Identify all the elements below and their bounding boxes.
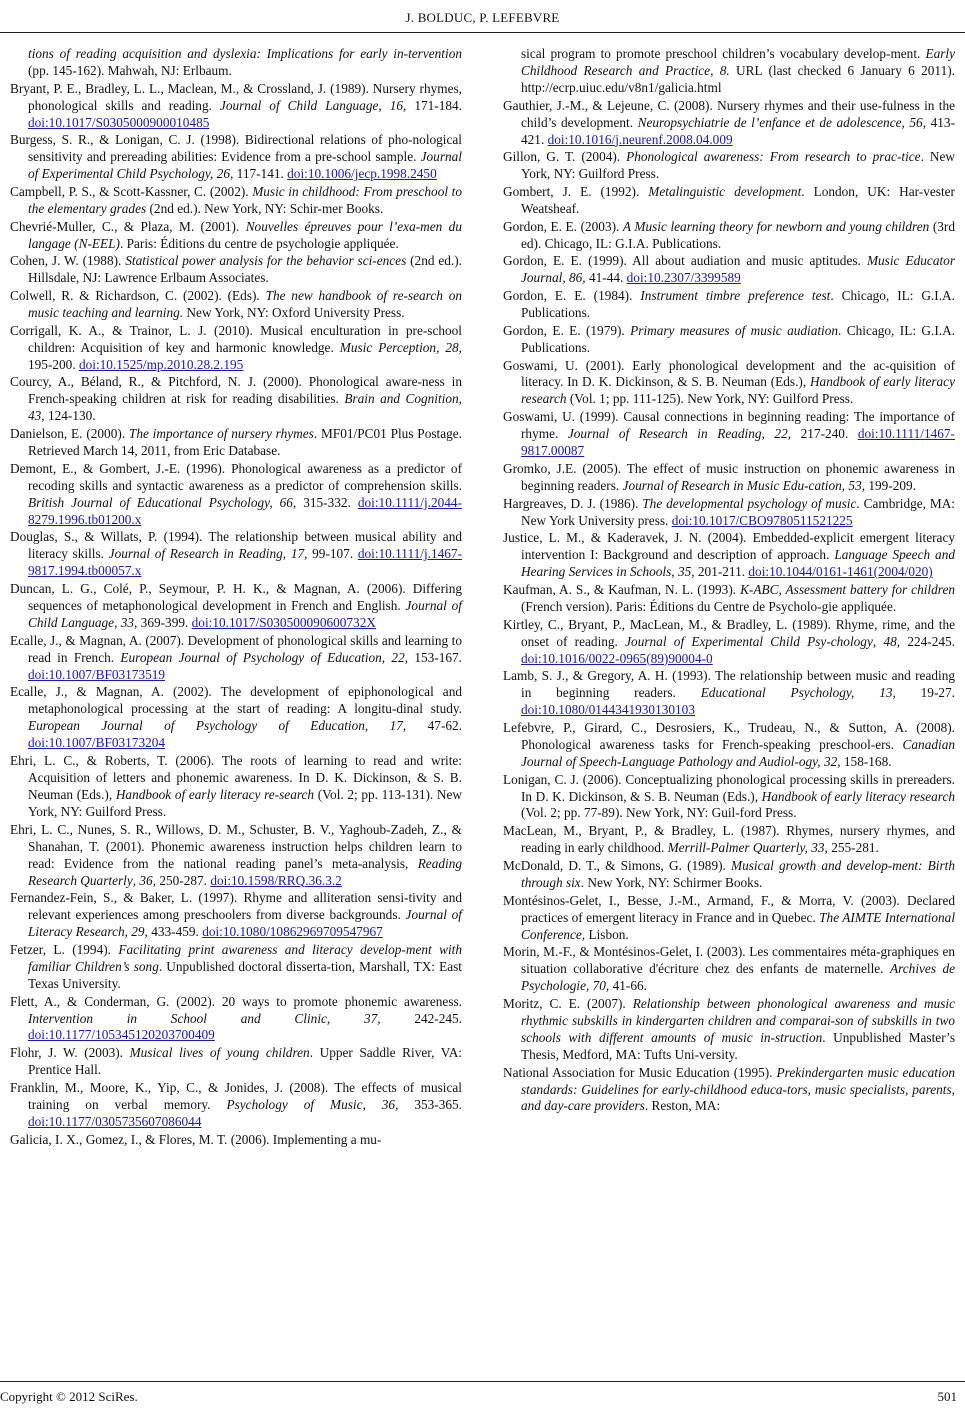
reference-entry	[10, 822, 462, 890]
reference-text: . Reston, MA:	[644, 1098, 721, 1114]
reference-entry	[10, 219, 462, 253]
reference-text: Montésinos-Gelet, I., Besse, J.-M., Armand, F., & Morra, V. (2003). Declared practices of emergent literacy in France and in Quebec.	[503, 892, 955, 925]
reference-text: Gromko, J.E. (2005). The effect of music instruction on phonemic awareness in beginning readers.	[503, 460, 955, 493]
reference-text: Gauthier, J.-M., & Lejeune, C. (2008). Nursery rhymes and their use-fulness in the child’s development.	[503, 97, 955, 130]
reference-text: Gillon, G. T. (2004).	[503, 149, 627, 165]
reference-entry	[10, 684, 462, 752]
reference-entry	[10, 1132, 462, 1149]
reference-text: National Association for Music Education (1995).	[503, 1064, 777, 1080]
reference-entry	[503, 323, 955, 357]
reference-source-italic: Journal of Research in Music Edu-cation, 53,	[622, 477, 866, 493]
reference-text: Gordon, E. E. (1979).	[503, 322, 631, 338]
reference-source-italic: Journal of Literacy Research, 29,	[28, 907, 462, 940]
reference-source-italic: Music Perception, 28,	[339, 339, 462, 355]
reference-text: Kirtley, C., Bryant, P., MacLean, M., & Bradley, L. (1989). Rhyme, rime, and the onset of reading.	[503, 616, 955, 649]
reference-text: Flett, A., & Conderman, G. (2002). 20 ways to promote phonemic awareness.	[10, 993, 462, 1009]
reference-text: Hargreaves, D. J. (1986).	[503, 495, 643, 511]
reference-text: Morin, M.-F., & Montésinos-Gelet, I. (2003). Les commentaires méta-graphiques en situation collaborative d'écriture chez des enfants de maternelle.	[503, 944, 955, 977]
reference-source-italic: Reading Research Quarterly	[28, 855, 462, 888]
reference-source-italic: Music in childhood: From preschool to the elementary grades	[28, 184, 462, 216]
reference-text: Franklin, M., Moore, K., Yip, C., & Jonides, J. (2008). The effects of musical training on verbal memory.	[10, 1079, 462, 1112]
reference-entry	[503, 668, 955, 719]
reference-source-italic: Musical growth and develop-ment: Birth through six	[521, 857, 955, 890]
reference-text: . Paris: Éditions du centre de psychologie appliquée.	[119, 235, 399, 251]
reference-text: . New York, NY: Guilford Press.	[521, 149, 955, 182]
reference-entry	[10, 942, 462, 993]
reference-entry	[503, 1065, 955, 1116]
reference-entry	[503, 530, 955, 581]
reference-text: 315-332.	[296, 494, 358, 510]
reference-source-italic: 48	[883, 633, 897, 649]
reference-text: ,	[132, 872, 140, 888]
doi-link[interactable]: doi:10.1017/CBO9780511521225	[671, 512, 853, 528]
reference-source-italic: Musical lives of young children	[129, 1045, 310, 1061]
reference-entry	[503, 409, 955, 460]
reference-source-italic: K-ABC, Assessment battery for children	[740, 581, 955, 597]
reference-text: Demont, E., & Gombert, J.-E. (1996). Phonological awareness as a predictor of recoding skills and syntactic awareness as a predictor of comprehension skills.	[10, 460, 462, 493]
reference-text: . London, UK: Har-vester Weatsheaf.	[521, 184, 955, 216]
reference-entry	[10, 46, 462, 80]
reference-text: Goswami, U. (2001). Early phonological development and the ac-quisition of literacy. In D. K. Dickinson, & S. B. Neuman (Eds.),	[503, 357, 955, 390]
reference-text: New York, NY: Oxford University Press.	[183, 305, 405, 321]
reference-source-italic: Journal of Research in Reading, 17,	[108, 546, 308, 562]
references-left-column	[10, 46, 462, 1149]
reference-text: Colwell, R. & Richardson, C. (2002). (Eds).	[10, 288, 266, 304]
reference-entry	[10, 1080, 462, 1131]
doi-link[interactable]: doi:10.1006/jecp.1998.2450	[287, 166, 437, 182]
reference-source-italic: Nouvelles épreuves pour l’exa-men du langage (N-EEL)	[28, 218, 462, 251]
reference-source-italic: Metalinguistic development	[648, 184, 802, 200]
reference-text: 195-200.	[28, 356, 79, 372]
reference-source-italic: Primary measures of music audiation	[630, 322, 839, 338]
reference-text: Bryant, P. E., Bradley, L. L., Maclean, M., & Crossland, J. (1989). Nursery rhymes, phonological skills and reading.	[10, 80, 462, 113]
reference-source-italic: Phonological awareness: From research to prac-tice	[626, 149, 921, 165]
reference-entry	[503, 772, 955, 823]
doi-link[interactable]: doi:10.1177/105345120203700409	[28, 1027, 215, 1043]
reference-source-italic: Intervention in School and Clinic, 37,	[28, 1010, 381, 1026]
reference-source-italic: Facilitating print awareness and literacy develop-ment with familiar Children’s song	[28, 941, 462, 974]
reference-text: . Upper Saddle River, VA: Prentice Hall.	[28, 1045, 462, 1078]
reference-text: . Chicago, IL: G.I.A. Publications.	[521, 322, 955, 355]
reference-source-italic: Journal of Child Language, 16,	[219, 97, 407, 113]
reference-source-italic: Archives de Psychologie, 70,	[521, 961, 956, 994]
reference-entry	[503, 288, 955, 322]
reference-text: . MF01/PC01 Plus Postage. Retrieved March 14, 2011, from Eric Database.	[28, 426, 462, 459]
reference-text: 124-130.	[44, 408, 96, 424]
doi-link[interactable]: doi:10.1044/0161-1461(2004/020)	[748, 564, 933, 580]
reference-entry	[10, 374, 462, 425]
reference-text: Cohen, J. W. (1988).	[10, 253, 126, 269]
reference-text: . Cambridge, MA: New York University press.	[521, 495, 955, 528]
reference-text: Chevrié-Muller, C., & Plaza, M. (2001).	[10, 218, 246, 234]
reference-entry	[10, 581, 462, 632]
page-number: 501	[937, 1389, 957, 1404]
doi-link[interactable]: doi:10.1111/1467-9817.00087	[521, 426, 955, 459]
reference-text: 199-209.	[865, 477, 917, 493]
reference-text: Ecalle, J., & Magnan, A. (2007). Development of phonological skills and learning to read in French.	[10, 632, 462, 665]
reference-text: 158-168.	[840, 753, 892, 769]
reference-text: (2nd ed.). Hillsdale, NJ: Lawrence Erlbaum Associates.	[28, 253, 462, 286]
reference-source-italic: European Journal of Psychology of Education, 17,	[28, 718, 407, 734]
reference-source-italic: A Music learning theory for newborn and young children	[622, 218, 930, 234]
reference-text: Lonigan, C. J. (2006). Conceptualizing phonological processing skills in prereaders. In D. K. Dickinson, & S. B. Neuman (Eds.),	[503, 771, 955, 804]
reference-source-italic: tions of reading acquisition and dyslexia: Implications for early in-tervention	[28, 46, 462, 61]
reference-source-italic: 36,	[139, 872, 157, 888]
reference-source-italic: The developmental psychology of music	[642, 495, 857, 511]
reference-source-italic: Merrill-Palmer Quarterly, 33,	[667, 840, 828, 856]
reference-text: Gordon, E. E. (1999). All about audiation and music aptitudes.	[503, 253, 867, 269]
reference-text: 19-27.	[895, 685, 955, 701]
reference-text: Goswami, U. (1999). Causal connections in beginning reading: The importance of rhyme.	[503, 409, 955, 442]
reference-source-italic: Canadian Journal of Speech-Language Pathology and Audiol-ogy, 32,	[521, 736, 955, 769]
reference-source-italic: Journal of Research in Reading, 22,	[567, 426, 792, 442]
reference-text: (3rd ed). Chicago, IL: G.I.A. Publications.	[521, 218, 955, 251]
doi-link[interactable]: doi:10.1016/j.neurenf.2008.04.009	[547, 131, 733, 147]
reference-text: McDonald, D. T., & Simons, G. (1989).	[503, 857, 732, 873]
reference-source-italic: Statistical power analysis for the behavior sci-ences	[125, 253, 407, 269]
reference-entry	[10, 529, 462, 580]
reference-text: . New York, NY: Schirmer Books.	[580, 874, 763, 890]
reference-source-italic: Journal of Child Language, 33,	[28, 598, 462, 631]
reference-entry	[503, 98, 955, 149]
reference-text: 171-184.	[406, 97, 462, 113]
reference-source-italic: Handbook of early literacy research	[521, 374, 955, 407]
doi-link[interactable]: doi:10.1017/S030500090600732X	[191, 615, 376, 631]
reference-text: Burgess, S. R., & Lonigan, C. J. (1998). Bidirectional relations of pho-nological sensitivity and prereading abilities: Evidence from a pre-school sample.	[10, 132, 462, 165]
reference-source-italic: Brain and Cognition, 43,	[28, 391, 462, 424]
reference-entry	[503, 617, 955, 668]
reference-text: Gombert, J. E. (1992).	[503, 184, 649, 200]
doi-link[interactable]: doi:10.1111/j.2044-8279.1996.tb01200.x	[28, 494, 463, 527]
reference-entry	[10, 288, 462, 322]
reference-text: MacLean, M., Bryant, P., & Bradley, L. (1987). Rhymes, nursery rhymes, and reading in early childhood.	[503, 823, 955, 856]
reference-text: Ehri, L. C., & Roberts, T. (2006). The roots of learning to read and write: Acquisition of letters and phonemic awareness. In D. K. Dickinson, & S. B. Neuman (Eds.),	[10, 753, 462, 802]
reference-source-italic: Language Speech and Hearing Services in Schools, 35,	[521, 547, 956, 580]
doi-link[interactable]: doi:10.1016/0022-0965(89)90004-0	[521, 650, 713, 666]
reference-source-italic: The importance of nursery rhymes	[128, 426, 314, 442]
reference-text: Campbell, P. S., & Scott-Kassner, C. (2002).	[10, 184, 253, 200]
reference-source-italic: The new handbook of re-search on music teaching and learning.	[28, 288, 462, 321]
doi-link[interactable]: doi:10.1111/j.1467-9817.1994.tb00057.x	[28, 546, 462, 579]
reference-entry	[10, 890, 462, 941]
doi-link[interactable]: doi:10.1525/mp.2010.28.2.195	[78, 356, 244, 372]
reference-entry	[10, 184, 462, 218]
reference-text: (Vol. 1; pp. 111-125). New York, NY: Guilford Press.	[566, 391, 854, 407]
references-right-column	[503, 46, 955, 1116]
reference-text: (French version). Paris: Éditions du Centre de Psycholo-gie appliquée.	[521, 598, 897, 614]
doi-link[interactable]: doi:10.1080/0144341930130103	[521, 702, 695, 718]
reference-entry	[503, 184, 955, 218]
reference-text: Ecalle, J., & Magnan, A. (2002). The development of epiphonological and metaphonological processing at the start of reading: A longitu-dinal study.	[10, 684, 462, 717]
reference-entry	[10, 426, 462, 460]
reference-text: URL (last checked 6 January 6 2011). http://ecrp.uiuc.edu/v8n1/galicia.html	[521, 62, 955, 95]
reference-text: (2nd ed.). New York, NY: Schir-mer Books.	[146, 200, 384, 216]
doi-link[interactable]: doi:10.2307/3399589	[626, 270, 741, 286]
reference-source-italic: Music Educator Journal, 86,	[521, 253, 955, 286]
reference-source-italic: Psychology of Music, 36,	[226, 1096, 399, 1112]
reference-text: 217-240.	[791, 426, 858, 442]
reference-entry	[503, 461, 955, 495]
reference-text: Ehri, L. C., Nunes, S. R., Willows, D. M., Schuster, B. V., Yaghoub-Zadeh, Z., & Shanahan, T. (2001). Phonemic awareness instruction helps children learn to read: Evidence from the national reading panel’s meta-analysis,	[10, 821, 462, 871]
running-head: J. BOLDUC, P. LEFEBVRE	[405, 10, 560, 25]
reference-source-italic: Relationship between phonological awareness and music rhythmic subskills in kindergarten children and comparai-son of subskills in two schools with different amounts of music in-struction	[521, 995, 955, 1045]
reference-source-italic: European Journal of Psychology of Education, 22,	[120, 649, 409, 665]
reference-entry	[503, 996, 955, 1064]
reference-text: Corrigall, K. A., & Trainor, L. J. (2010). Musical enculturation in pre-school children: Acquisition of key and harmonic knowledge.	[10, 322, 462, 355]
reference-entry	[503, 253, 955, 287]
reference-source-italic: Educational Psychology, 13,	[700, 685, 896, 701]
reference-entry	[503, 893, 955, 944]
reference-source-italic: Neuropsychiatrie de l’enfance et de adolescence, 56,	[637, 114, 927, 130]
doi-link[interactable]: doi:10.1007/BF03173519	[28, 666, 166, 682]
reference-text: 41-44.	[585, 270, 627, 286]
reference-text: 250-287.	[156, 872, 211, 888]
reference-entry	[503, 720, 955, 771]
reference-text: 413-421.	[521, 114, 956, 147]
copyright-notice: Copyright © 2012 SciRes.	[0, 1389, 138, 1404]
reference-text: (pp. 145-162). Mahwah, NJ: Erlbaum.	[28, 62, 232, 78]
reference-text: , 224-245.	[896, 633, 956, 649]
reference-entry	[10, 633, 462, 684]
reference-source-italic: Early Childhood Research and Practice, 8.	[521, 46, 955, 78]
reference-text: Lisbon.	[585, 926, 629, 942]
doi-link[interactable]: doi:10.1007/BF03173204	[28, 735, 166, 751]
reference-text: (Vol. 2; pp. 113-131). New York, NY: Guilford Press.	[28, 786, 462, 819]
reference-text: 369-399.	[137, 615, 192, 631]
reference-entry	[10, 753, 462, 821]
reference-text: Danielson, E. (2000).	[10, 426, 129, 442]
reference-entry	[503, 823, 955, 857]
reference-text: ,	[872, 633, 884, 649]
reference-source-italic: The AIMTE International Conference,	[521, 909, 956, 942]
reference-text: 353-365.	[398, 1096, 463, 1112]
reference-text: Kaufman, A. S., & Kaufman, N. L. (1993).	[503, 581, 741, 597]
reference-entry	[503, 46, 955, 97]
reference-text: . Unpublished Master’s Thesis, Medford, MA: Tufts Uni-versity.	[521, 1029, 955, 1062]
reference-entry	[10, 461, 462, 529]
reference-source-italic: Handbook of early literacy re-search	[115, 786, 315, 802]
reference-entry	[503, 496, 955, 530]
reference-text: 117-141.	[233, 166, 288, 182]
reference-text: 41-66.	[609, 978, 647, 994]
reference-text: Courcy, A., Béland, R., & Pitchford, N. J. (2000). Phonological aware-ness in French-speaking children at risk for reading disabilities.	[10, 374, 462, 407]
reference-text: Fetzer, L. (1994).	[10, 941, 119, 957]
reference-text: Lamb, S. J., & Gregory, A. H. (1993). The relationship between music and reading in beginning readers.	[503, 668, 955, 701]
reference-text: 201-211.	[694, 564, 749, 580]
reference-text: sical program to promote preschool children’s vocabulary develop-ment.	[521, 46, 926, 61]
reference-text: . Chicago, IL: G.I.A. Publications.	[521, 288, 955, 321]
doi-link[interactable]: doi:10.1080/10862969709547967	[202, 924, 383, 940]
reference-text: (Vol. 2; pp. 77-89). New York, NY: Guil-ford Press.	[521, 805, 797, 821]
doi-link[interactable]: doi:10.1598/RRQ.36.3.2	[210, 872, 342, 888]
reference-source-italic: British Journal of Educational Psychology, 66,	[28, 494, 297, 510]
reference-entry	[503, 582, 955, 616]
reference-text: Gordon, E. E. (2003).	[503, 218, 623, 234]
reference-text: 242-245.	[380, 1010, 463, 1026]
reference-text: Fernandez-Fein, S., & Baker, L. (1997). Rhyme and alliteration sensi-tivity and relevant experiences among preschoolers from diverse backgrounds.	[10, 890, 462, 923]
reference-entry	[10, 994, 462, 1045]
reference-text: 99-107.	[307, 546, 358, 562]
doi-link[interactable]: doi:10.1017/S0305000900010485	[28, 114, 210, 130]
reference-entry	[503, 358, 955, 409]
reference-text: Douglas, S., & Willats, P. (1994). The relationship between musical ability and literacy skills.	[10, 529, 462, 562]
reference-text: Galicia, I. X., Gomez, I., & Flores, M. T. (2006). Implementing a mu-	[10, 1131, 382, 1147]
reference-entry	[503, 149, 955, 183]
reference-text: Moritz, C. E. (2007).	[503, 995, 633, 1011]
reference-text: Gordon, E. E. (1984).	[503, 288, 641, 304]
reference-entry	[503, 219, 955, 253]
reference-text: Lefebvre, P., Girard, C., Desrosiers, K., Trudeau, N., & Sutton, A. (2008). Phonological awareness tasks for French-speaking preschool-ers.	[503, 719, 955, 752]
doi-link[interactable]: doi:10.1177/0305735607086044	[28, 1113, 202, 1129]
reference-text: . Unpublished doctoral disserta-tion, Marshall, TX: East Texas University.	[28, 958, 462, 991]
reference-entry	[503, 858, 955, 892]
footer-rule	[0, 1381, 965, 1382]
reference-source-italic: Journal of Experimental Child Psy-chology	[625, 633, 873, 649]
reference-text: Justice, L. M., & Kaderavek, J. N. (2004). Embedded-explicit emergent literacy intervention I: Background and description of approach.	[503, 530, 955, 563]
reference-source-italic: Journal of Experimental Child Psychology, 26,	[28, 149, 462, 182]
reference-entry	[503, 944, 955, 995]
reference-source-italic: Prekindergarten music education standards: Guidelines for early-childhood educa-tors, music specialists, parents, and day-care providers	[521, 1064, 955, 1114]
reference-source-italic: Handbook of early literacy research	[761, 788, 955, 804]
reference-entry	[10, 253, 462, 287]
reference-entry	[10, 132, 462, 183]
reference-text: Duncan, L. G., Colé, P., Seymour, P. H. K., & Magnan, A. (2006). Differing sequences of metaphonological development in French and English.	[10, 581, 462, 614]
reference-text: 47-62.	[406, 718, 462, 734]
reference-text: Flohr, J. W. (2003).	[10, 1045, 130, 1061]
header-rule	[0, 32, 965, 33]
reference-text: 255-281.	[827, 840, 879, 856]
reference-entry	[10, 323, 462, 374]
reference-entry	[10, 81, 462, 132]
reference-text: 153-167.	[408, 649, 463, 665]
reference-entry	[10, 1045, 462, 1079]
reference-source-italic: Instrument timbre preference test	[640, 288, 831, 304]
reference-text: 433-459.	[147, 924, 203, 940]
